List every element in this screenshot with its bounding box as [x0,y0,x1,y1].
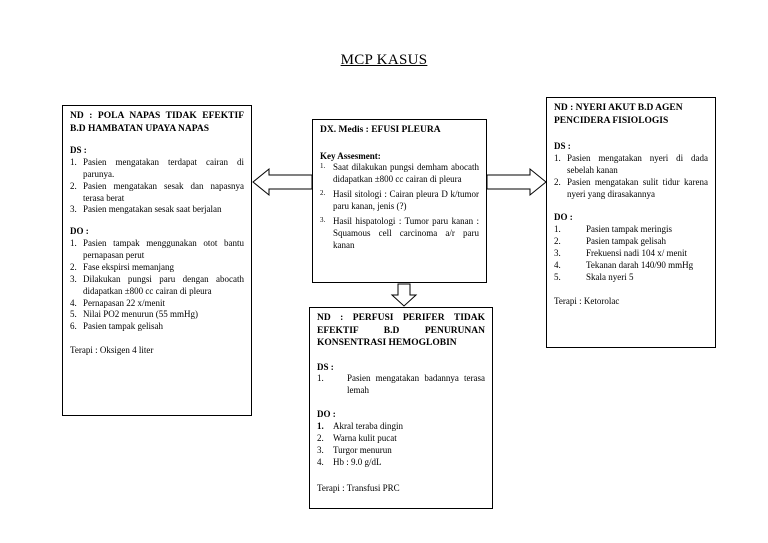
list-item: 5. Nilai PO2 menurun (55 mmHg) [70,309,198,320]
center-heading: DX. Medis : EFUSI PLEURA [320,125,441,135]
nd-pola-napas-box [62,105,252,416]
list-item: 4. Pernapasan 22 x/menit [70,297,165,308]
left-do-list [70,238,244,333]
list-item: 2. Warna kulit pucat [317,432,397,443]
left-terapi: Terapi : Oksigen 4 liter [70,345,154,356]
left-ds-list [70,157,244,216]
nd-nyeri-akut-box [546,97,716,348]
list-item: 3. Turgor menurun [317,444,392,455]
list-item: 2. Fase ekspirsi memanjang [70,261,174,272]
list-item: 2. Pasien tampak gelisah [554,236,666,247]
right-ds-list [554,153,708,201]
list-item: 3. Dilakukan pungsi paru dengan abocath didapatkan ±800 cc cairan di pleura [70,273,244,296]
list-item: 1. Pasien mengatakan badannya terasa lemah [317,373,485,396]
list-item: 1. Pasien tampak menggunakan otot bantu pernapasan perut [70,238,244,261]
right-terapi: Terapi : Ketorolac [554,295,620,306]
list-item: 1. Pasien tampak meringis [554,224,672,235]
list-item: 2. Hasil sitologi : Cairan pleura D k/tumor paru kanan, jenis (?) [320,189,479,212]
bottom-ds-label: DS : [317,361,334,372]
bottom-heading: ND : PERFUSI PERIFER TIDAK EFEKTIF B.D PENURUNAN KONSENTRASI HEMOGLOBIN [317,313,485,349]
left-do-label: DO : [70,226,89,237]
left-heading: ND : POLA NAPAS TIDAK EFEKTIF B.D HAMBATAN UPAYA NAPAS [70,111,244,134]
right-do-list [554,224,708,283]
list-item: 5. Skala nyeri 5 [554,271,634,282]
list-item: 2. Pasien mengatakan sesak dan napasnya terasa berat [70,180,244,203]
page-title: MCP KASUS [340,52,428,68]
list-item: 4. Hb : 9.0 g/dL [317,456,382,467]
dx-medis-box [312,119,487,283]
list-item: 3. Frekuensi nadi 104 x/ menit [554,248,687,259]
right-heading: ND : NYERI AKUT B.D AGEN PENCIDERA FISIOLOGIS [554,103,683,126]
arrow-right [487,169,546,195]
list-item: 3. Pasien mengatakan sesak saat berjalan [70,204,222,215]
bottom-do-label: DO : [317,409,336,420]
center-list [320,162,479,251]
key-assessment-label: Key Assesment: [320,150,381,161]
left-ds-label: DS : [70,145,87,156]
right-ds-label: DS : [554,141,571,152]
bottom-ds-list [317,373,485,397]
right-do-label: DO : [554,212,573,223]
list-item: 1. Pasien mengatakan terdapat cairan di parunya. [70,156,244,179]
list-item: 1. Pasien mengatakan nyeri di dada sebelah kanan [554,152,708,175]
list-item: 4. Tekanan darah 140/90 mmHg [554,259,694,270]
nd-perfusi-perifer-box [309,307,493,509]
list-item: 3. Hasil hispatologi : Tumor paru kanan : Squamous cell carcinoma a/r paru kanan [320,215,479,250]
arrow-left [253,169,312,195]
bottom-do-list [317,421,485,469]
list-item: 6. Pasien tampak gelisah [70,321,163,332]
list-item: 2. Pasien mengatakan sulit tidur karena nyeri yang dirasakannya [554,176,708,199]
list-item: 1. Akral teraba dingin [317,421,403,432]
bottom-terapi: Terapi : Transfusi PRC [317,482,400,493]
list-item: 1. Saat dilakukan pungsi demham abocath didapatkan ±800 cc cairan di pleura [320,162,479,185]
arrow-down [392,284,416,306]
